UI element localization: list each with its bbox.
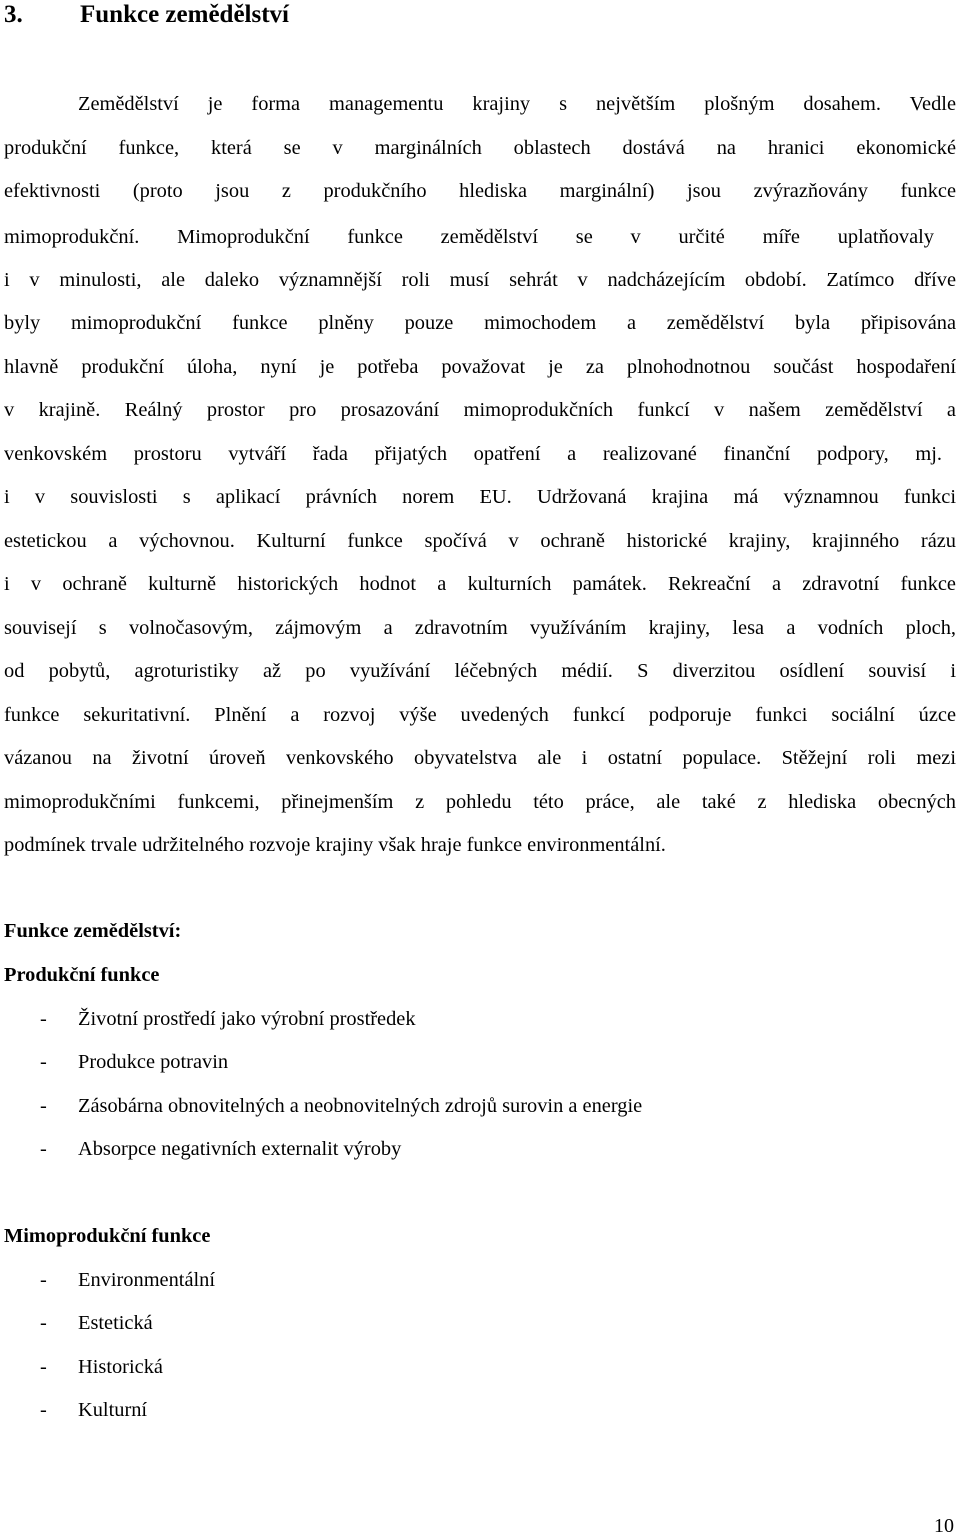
paragraph-line: od pobytů, agroturistiky až po využívání léčebných médií. S diverzitou osídlení souvisí i [4,660,956,682]
paragraph-line: v krajině. Reálný prostor pro prosazování mimoprodukčních funkcí v našem zemědělství a [4,399,956,421]
list-item-text: Environmentální [78,1269,216,1291]
nonproduction-heading: Mimoprodukční funkce [4,1225,211,1247]
bullet-dash: - [40,1008,47,1030]
bullet-dash: - [40,1095,47,1117]
paragraph-line: vázanou na životní úroveň venkovského obyvatelstva ale i ostatní populace. Stěžejní roli mezi [4,747,956,769]
bullet-dash: - [40,1356,47,1378]
section-number: 3. [4,1,23,28]
paragraph-line: funkce sekuritativní. Plnění a rozvoj výše uvedených funkcí podporuje funkci sociální úzce [4,704,956,726]
paragraph-line: byly mimoprodukční funkce plněny pouze mimochodem a zemědělství byla připisována [4,312,956,334]
bullet-dash: - [40,1269,47,1291]
list-item-text: Estetická [78,1312,153,1334]
paragraph-line: efektivnosti (proto jsou z produkčního hlediska marginální) jsou zvýrazňovány funkce [4,180,956,202]
list-item [40,1094,642,1118]
list-item [40,1355,163,1379]
paragraph-line: mimoprodukční. Mimoprodukční funkce zemědělství se v určité míře uplatňovaly [4,226,934,248]
production-heading: Produkční funkce [4,964,160,986]
paragraph-line: venkovském prostoru vytváří řada přijatých opatření a realizované finanční podpory, mj. [4,443,942,465]
bullet-dash: - [40,1312,47,1334]
list-item-text: Historická [78,1356,163,1378]
paragraph-line: podmínek trvale udržitelného rozvoje krajiny však hraje funkce environmentální. [4,834,666,856]
paragraph-line: hlavně produkční úloha, nyní je potřeba považovat je za plnohodnotnou součást hospodaření [4,356,956,378]
paragraph-line: i v souvislosti s aplikací právních norem EU. Udržovaná krajina má významnou funkci [4,486,956,508]
bullet-dash: - [40,1399,47,1421]
paragraph-line: produkční funkce, která se v marginálních oblastech dostává na hranici ekonomické [4,137,956,159]
section-title: Funkce zemědělství [80,1,289,28]
page-number: 10 [934,1515,954,1537]
functions-heading: Funkce zemědělství: [4,920,182,942]
list-item-text: Kulturní [78,1399,148,1421]
list-item [40,1268,215,1292]
list-item-text: Produkce potravin [78,1051,229,1073]
list-item [40,1050,228,1074]
paragraph-line: i v minulosti, ale daleko významnější roli musí sehrát v nadcházejícím období. Zatímco dříve [4,269,956,291]
list-item [40,1007,416,1031]
list-item [40,1137,401,1161]
paragraph-line: i v ochraně kulturně historických hodnot a kulturních památek. Rekreační a zdravotní funkce [4,573,956,595]
bullet-dash: - [40,1051,47,1073]
bullet-dash: - [40,1138,47,1160]
list-item [40,1311,153,1335]
paragraph-line: souvisejí s volnočasovým, zájmovým a zdravotním využíváním krajiny, lesa a vodních ploch, [4,617,956,639]
list-item-text: Zásobárna obnovitelných a neobnovitelných zdrojů surovin a energie [78,1095,643,1117]
paragraph-line: mimoprodukčními funkcemi, přinejmenším z pohledu této práce, ale také z hlediska obecných [4,791,956,813]
section-heading [4,0,289,30]
paragraph-line: Zemědělství je forma managementu krajiny s největším plošným dosahem. Vedle [78,93,956,115]
list-item-text: Životní prostředí jako výrobní prostředek [78,1008,416,1030]
list-item [40,1398,147,1422]
paragraph-line: estetickou a výchovnou. Kulturní funkce spočívá v ochraně historické krajiny, krajinného rázu [4,530,956,552]
list-item-text: Absorpce negativních externalit výroby [78,1138,402,1160]
